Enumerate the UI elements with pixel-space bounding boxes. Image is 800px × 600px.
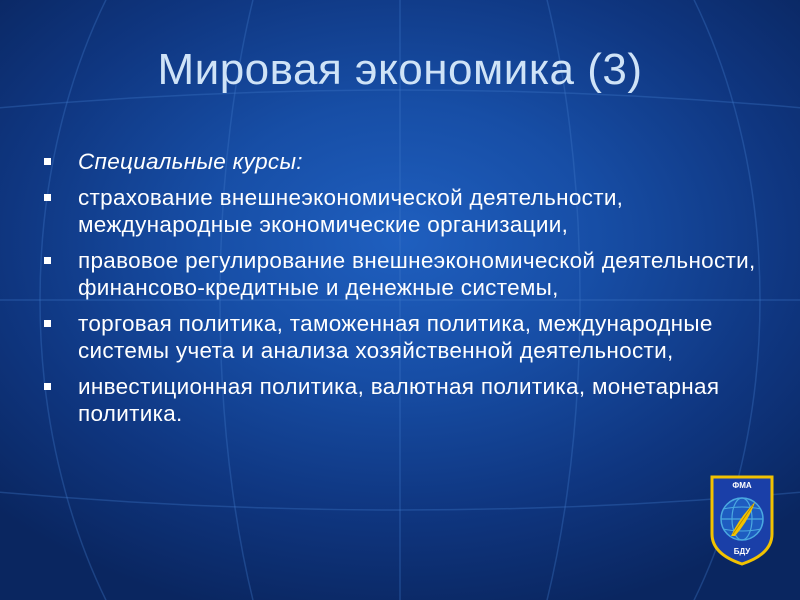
university-emblem-logo [709, 474, 775, 566]
bullet-text: правовое регулирование внешнеэкономической деятельности, финансово-кредитные и денежные системы, [78, 248, 756, 300]
bullet-text: инвестиционная политика, валютная политика, монетарная политика. [78, 374, 720, 426]
square-bullet-icon [44, 320, 51, 327]
bullet-item-insurance [40, 184, 760, 238]
bullet-list [40, 148, 760, 436]
bullet-item-trade-policy [40, 310, 760, 364]
square-bullet-icon [44, 257, 51, 264]
emblem-bottom-text: БДУ [733, 547, 751, 556]
bullet-text: торговая политика, таможенная политика, международные системы учета и анализа хозяйственной деятельности, [78, 311, 713, 363]
bullet-text: Специальные курсы: [78, 149, 303, 174]
bullet-text: страхование внешнеэкономической деятельности, международные экономические организации, [78, 185, 624, 237]
square-bullet-icon [44, 158, 51, 165]
emblem-top-text: ФМА [732, 481, 752, 490]
bullet-item-investment-policy [40, 373, 760, 427]
square-bullet-icon [44, 194, 51, 201]
square-bullet-icon [44, 383, 51, 390]
bullet-item-legal-regulation [40, 247, 760, 301]
bullet-item-special-courses [40, 148, 760, 175]
slide-title: Мировая экономика (3) [157, 45, 643, 94]
